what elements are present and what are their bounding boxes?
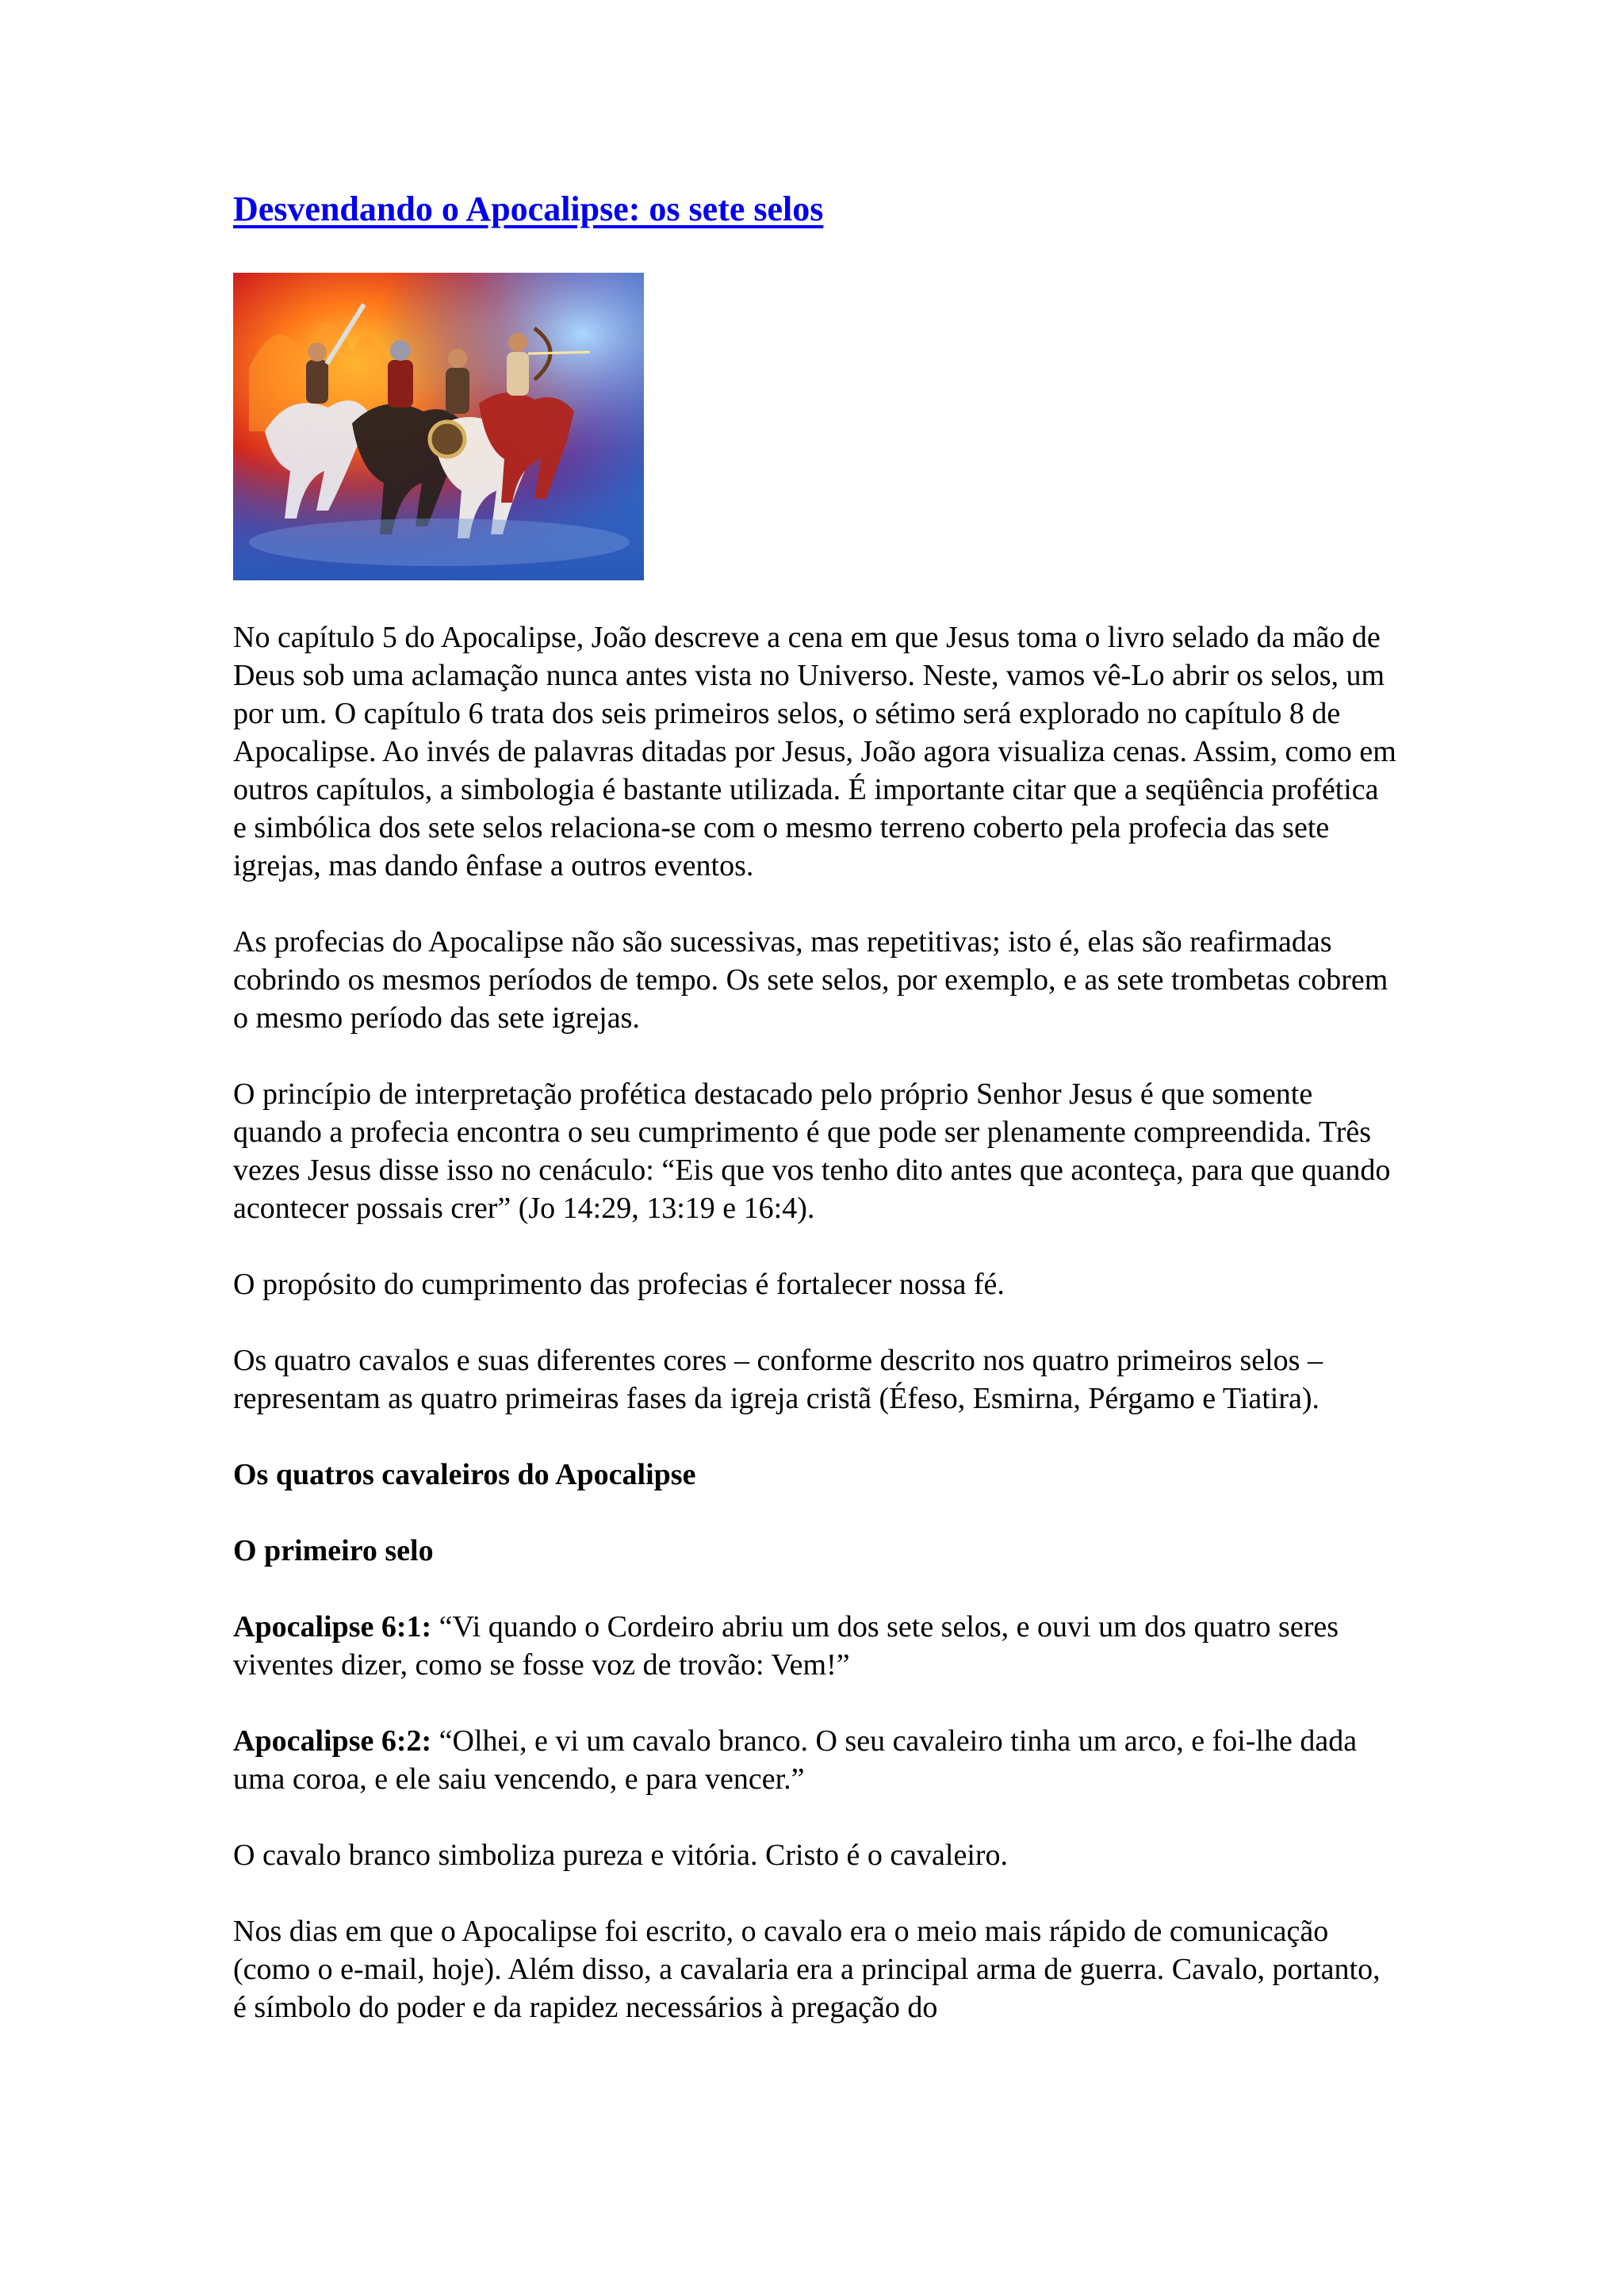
paragraph-repetitive-prophecies: As profecias do Apocalipse não são sucessivas, mas repetitivas; isto é, elas são reafirmadas cobrindo os mesmos períodos de tempo. Os sete selos, por exemplo, e as sete trombetas cobrem o mesmo período das sete igrejas. (233, 925, 1388, 1035)
paragraph-horse-symbol: Nos dias em que o Apocalipse foi escrito, o cavalo era o meio mais rápido de comunicação (como o e-mail, hoje). Além disso, a cavalaria era a principal arma de guerra. Cavalo, portanto, é símbolo do poder e da rapidez necessários à pregação do (233, 1915, 1381, 2024)
four-horsemen-illustration (233, 273, 644, 580)
verse-6-2 (233, 1722, 1399, 1798)
paragraph-purpose: O propósito do cumprimento das profecias é fortalecer nossa fé. (233, 1268, 1005, 1301)
paragraph-interpretation-principle: O princípio de interpretação profética destacado pelo próprio Senhor Jesus é que somente quando a profecia encontra o seu cumprimento é que pode ser plenamente compreendida. Três vezes Jesus disse isso no cenáculo: “Eis que vos tenho dito antes que aconteça, para que quando acontecer possais crer” (Jo 14:29, 13:19 e 16:4). (233, 1077, 1391, 1225)
heading-first-seal: O primeiro selo (233, 1534, 434, 1567)
document-title-link[interactable]: Desvendando o Apocalipse: os sete selos (233, 189, 824, 228)
document-body (233, 618, 1399, 2026)
heading-four-horsemen: Os quatros cavaleiros do Apocalipse (233, 1458, 696, 1491)
paragraph-four-horses: Os quatro cavalos e suas diferentes cores – conforme descrito nos quatro primeiros selos – representam as quatro primeiras fases da igreja cristã (Éfeso, Esmirna, Pérgamo e Tiatira). (233, 1344, 1323, 1415)
verse-6-1-reference: Apocalipse 6:1: (233, 1610, 432, 1644)
verse-6-2-text: “Olhei, e vi um cavalo branco. O seu cavaleiro tinha um arco, e foi-lhe dada uma coroa, e ele saiu vencendo, e para vencer.” (233, 1724, 1358, 1796)
verse-6-1-text: “Vi quando o Cordeiro abriu um dos sete selos, e ouvi um dos quatro seres viventes dizer, como se fosse voz de trovão: Vem!” (233, 1610, 1339, 1682)
paragraph-intro: No capítulo 5 do Apocalipse, João descreve a cena em que Jesus toma o livro selado da mão de Deus sob uma aclamação nunca antes vista no Universo. Neste, vamos vê-Lo abrir os selos, um por um. O capítulo 6 trata dos seis primeiros selos, o sétimo será explorado no capítulo 8 de Apocalipse. Ao invés de palavras ditadas por Jesus, João agora visualiza cenas. Assim, como em outros capítulos, a simbologia é bastante utilizada. É importante citar que a seqüência profética e simbólica dos sete selos relaciona-se com o mesmo terreno coberto pela profecia das sete igrejas, mas dando ênfase a outros eventos. (233, 621, 1396, 882)
paragraph-white-horse: O cavalo branco simboliza pureza e vitória. Cristo é o cavaleiro. (233, 1839, 1009, 1872)
verse-6-1 (233, 1608, 1399, 1684)
document-page (233, 187, 1399, 2064)
verse-6-2-reference: Apocalipse 6:2: (233, 1724, 432, 1758)
